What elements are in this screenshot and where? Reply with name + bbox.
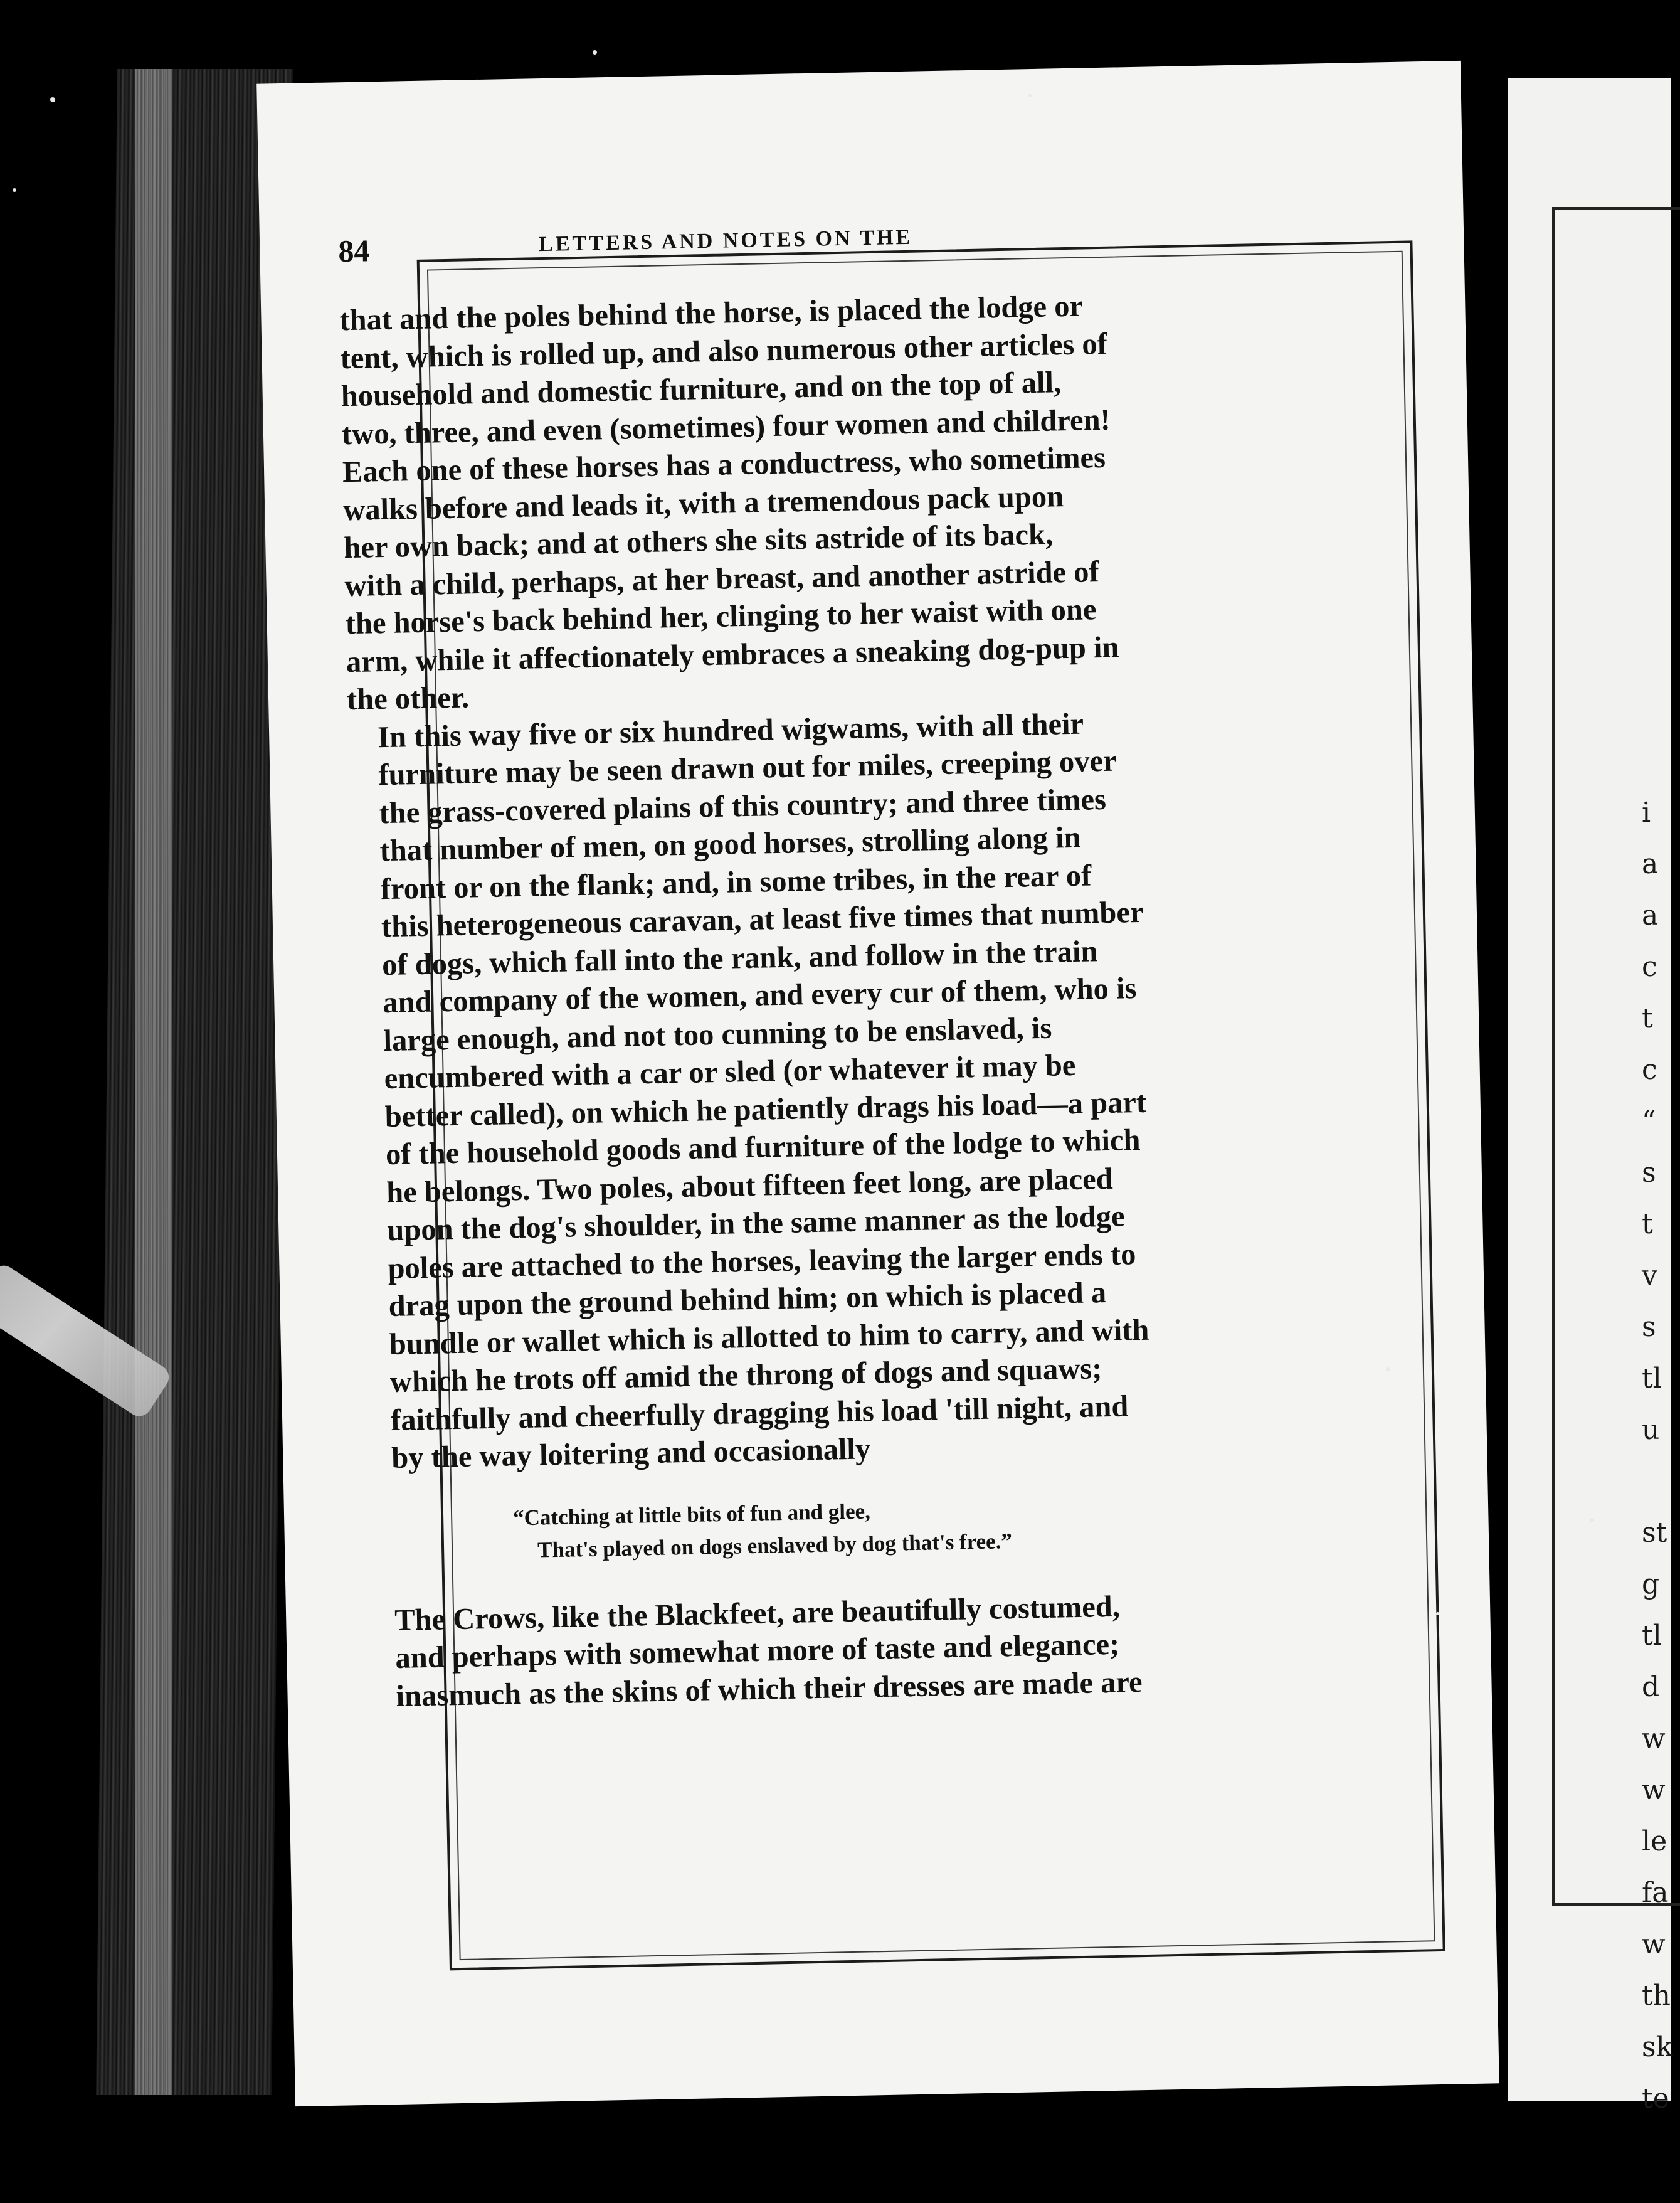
running-head: LETTERS AND NOTES ON THE [538, 225, 913, 257]
text-line: upon the dog's shoulder, in the same manner as the lodge [386, 1199, 1125, 1248]
facing-line-fragment: w [1642, 1928, 1666, 1960]
facing-line-fragment: w [1642, 1774, 1666, 1806]
text-line: household and domestic furniture, and on the top of all, [341, 366, 1062, 413]
facing-line-fragment: le [1642, 1825, 1667, 1857]
verse-line-2: That's played on dogs enslaved by dog that's free.” [537, 1528, 1013, 1563]
text-line: the other. [346, 681, 470, 717]
text-line: that number of men, on good horses, strolling along in [379, 820, 1081, 868]
text-line: poles are attached to the horses, leaving the larger ends to [388, 1237, 1136, 1285]
facing-line-fragment: th [1642, 1980, 1671, 2012]
facing-line-fragment: t [1642, 1208, 1653, 1240]
page-number: 84 [337, 233, 370, 269]
text-line: arm, while it affectionately embraces a sneaking dog-pup in [346, 630, 1119, 679]
scan-speck [1436, 1612, 1439, 1615]
facing-line-fragment: c [1642, 1054, 1657, 1086]
text-line: two, three, and even (sometimes) four women and children! [341, 403, 1111, 451]
scan-speck [1590, 1518, 1594, 1522]
facing-line-fragment: tl [1642, 1620, 1662, 1652]
text-line: large enough, and not too cunning to be enslaved, is [383, 1011, 1052, 1058]
page-content [338, 217, 1207, 1716]
page-header [338, 217, 1179, 277]
text-line: The Crows, like the Blackfeet, are beautifully costumed, [394, 1590, 1121, 1637]
text-line: better called), on which he patiently drags his load—a part [384, 1085, 1147, 1133]
text-line: encumbered with a car or sled (or whatever it may be [384, 1048, 1076, 1096]
text-line: Each one of these horses has a conductress, who sometimes [342, 440, 1106, 489]
text-line: which he trots off amid the throng of dogs and squaws; [389, 1352, 1102, 1399]
facing-line-fragment: sk [1642, 2031, 1673, 2063]
text-line: of dogs, which fall into the rank, and follow in the train [381, 934, 1098, 982]
paragraph-1 [339, 286, 1188, 719]
facing-line-fragment [1642, 1456, 1661, 1507]
facing-page-text-fragments [1642, 787, 1673, 2125]
text-line: by the way loitering and occasionally [391, 1432, 871, 1475]
scan-speck [1386, 1367, 1390, 1371]
facing-line-fragment: i [1642, 797, 1651, 829]
scan-speck [1028, 94, 1032, 97]
facing-line-fragment: u [1642, 1414, 1660, 1446]
facing-line-fragment: s [1642, 1157, 1656, 1189]
verse-line-1: “Catching at little bits of fun and glee, [512, 1498, 871, 1530]
paragraph-2 [347, 703, 1202, 1478]
facing-line-fragment: d [1642, 1671, 1660, 1703]
book-edge-highlight [135, 69, 172, 2095]
facing-line-fragment: a [1642, 900, 1659, 932]
text-line: her own back; and at others she sits astride of its back, [343, 518, 1054, 565]
text-line: drag upon the ground behind him; on which is placed a [388, 1276, 1107, 1324]
facing-line-fragment: g [1642, 1568, 1660, 1600]
verse-quotation [513, 1489, 1204, 1567]
text-line: In this way five or six hundred wigwams, with all their [377, 707, 1084, 754]
text-line: faithfully and cheerfully dragging his load 'till night, and [390, 1389, 1129, 1437]
facing-line-fragment: tl [1642, 1362, 1662, 1394]
body-text [339, 286, 1207, 1716]
text-line: of the household goods and furniture of the lodge to which [385, 1123, 1141, 1172]
text-line: with a child, perhaps, at her breast, and another astride of [344, 555, 1100, 603]
text-line: walks before and leads it, with a tremendous pack upon [342, 479, 1064, 527]
text-line: he belongs. Two poles, about fifteen feet long, are placed [386, 1162, 1114, 1209]
text-line: and perhaps with somewhat more of taste and elegance; [394, 1627, 1120, 1675]
facing-line-fragment: a [1642, 848, 1659, 880]
facing-line-fragment: te [1642, 2083, 1669, 2115]
text-line: furniture may be seen drawn out for miles, creeping over [378, 744, 1117, 792]
scan-speck [593, 50, 597, 55]
facing-line-fragment: v [1642, 1260, 1657, 1292]
text-line: inasmuch as the skins of which their dresses are made are [396, 1665, 1143, 1713]
book-page [256, 61, 1499, 2106]
facing-line-fragment: t [1642, 1002, 1653, 1034]
scan-speck [13, 188, 16, 192]
text-line: this heterogeneous caravan, at least five times that number [381, 895, 1144, 944]
text-line: that and the poles behind the horse, is placed the lodge or [339, 289, 1084, 337]
text-line: the grass-covered plains of this country; and three times [379, 782, 1107, 830]
facing-line-fragment: st [1642, 1517, 1667, 1549]
facing-line-fragment: w [1642, 1723, 1666, 1754]
text-line: front or on the flank; and, in some tribes, in the rear of [380, 858, 1092, 906]
text-line: tent, which is rolled up, and also numerous other articles of [340, 327, 1108, 375]
facing-line-fragment: fa [1642, 1877, 1669, 1909]
scan-speck [50, 97, 55, 102]
text-line: the horse's back behind her, clinging to her waist with one [345, 593, 1097, 641]
facing-line-fragment: s [1642, 1311, 1656, 1343]
facing-line-fragment: c [1642, 951, 1657, 983]
facing-line-fragment: “ [1642, 1105, 1656, 1137]
paragraph-3 [364, 1586, 1207, 1716]
text-line: and company of the women, and every cur of them, who is [382, 972, 1137, 1020]
text-line: bundle or wallet which is allotted to him to carry, and with [389, 1313, 1149, 1361]
